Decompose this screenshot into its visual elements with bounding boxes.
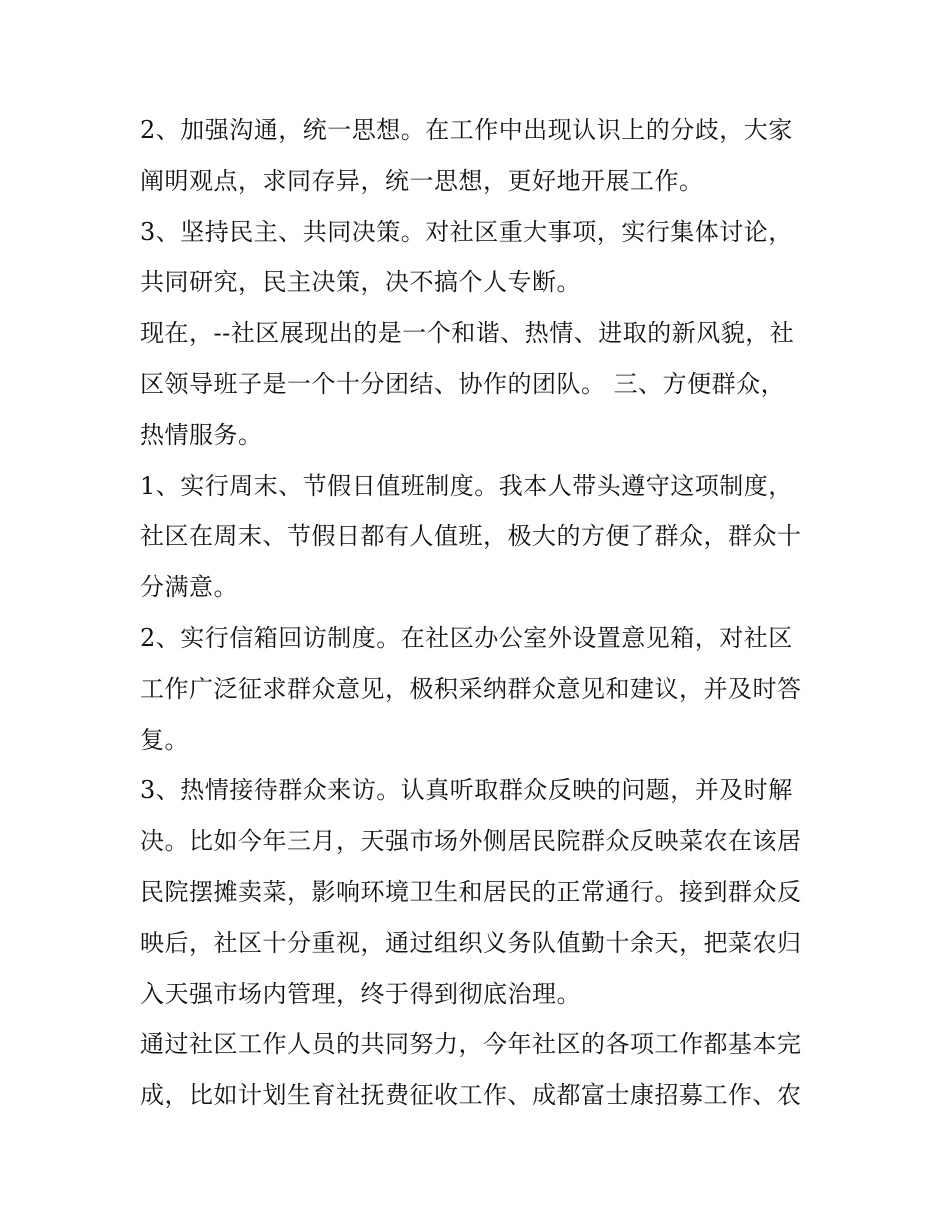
paragraph-duty-system bbox=[140, 461, 820, 613]
paragraph-summary bbox=[140, 1019, 820, 1121]
text-line: 复。 bbox=[140, 725, 189, 754]
text-line: 决。比如今年三月，天强市场外侧居民院群众反映菜农在该居 bbox=[140, 827, 802, 856]
text-line: 热情服务。 bbox=[140, 420, 263, 449]
document-body bbox=[140, 105, 820, 1121]
text-line: 现在，--社区展现出的是一个和谐、热情、进取的新风貌，社 bbox=[140, 319, 795, 348]
text-line: 阐明观点，求同存异，统一思想，更好地开展工作。 bbox=[140, 166, 704, 195]
text-line: 1、实行周末、节假日值班制度。我本人带头遵守这项制度， bbox=[140, 471, 793, 500]
text-line: 分满意。 bbox=[140, 573, 238, 602]
paragraph-communication bbox=[140, 105, 820, 207]
text-line: 2、加强沟通，统一思想。在工作中出现认识上的分歧，大家 bbox=[140, 116, 793, 144]
text-line: 3、热情接待群众来访。认真听取群众反映的问题，并及时解 bbox=[140, 776, 793, 805]
text-line: 映后，社区十分重视，通过组织义务队值勤十余天，把菜农归 bbox=[140, 928, 802, 957]
text-line: 工作广泛征求群众意见，极积采纳群众意见和建议，并及时答 bbox=[140, 674, 802, 703]
text-line: 共同研究，民主决策，决不搞个人专断。 bbox=[140, 268, 581, 297]
paragraph-new-look bbox=[140, 308, 820, 460]
text-line: 区领导班子是一个十分团结、协作的团队。 三、方便群众， bbox=[140, 369, 786, 398]
text-line: 入天强市场内管理，终于得到彻底治理。 bbox=[140, 979, 581, 1008]
paragraph-mailbox-system bbox=[140, 613, 820, 765]
text-line: 成，比如计划生育社抚费征收工作、成都富士康招募工作、农 bbox=[140, 1081, 802, 1110]
paragraph-visits bbox=[140, 765, 820, 1019]
paragraph-democracy bbox=[140, 207, 820, 309]
text-line: 民院摆摊卖菜，影响环境卫生和居民的正常通行。接到群众反 bbox=[140, 877, 802, 906]
text-line: 社区在周末、节假日都有人值班，极大的方便了群众，群众十 bbox=[140, 522, 802, 551]
text-line: 2、实行信箱回访制度。在社区办公室外设置意见箱，对社区 bbox=[140, 623, 793, 652]
text-line: 3、坚持民主、共同决策。对社区重大事项，实行集体讨论， bbox=[140, 217, 793, 246]
text-line: 通过社区工作人员的共同努力，今年社区的各项工作都基本完 bbox=[140, 1030, 802, 1059]
